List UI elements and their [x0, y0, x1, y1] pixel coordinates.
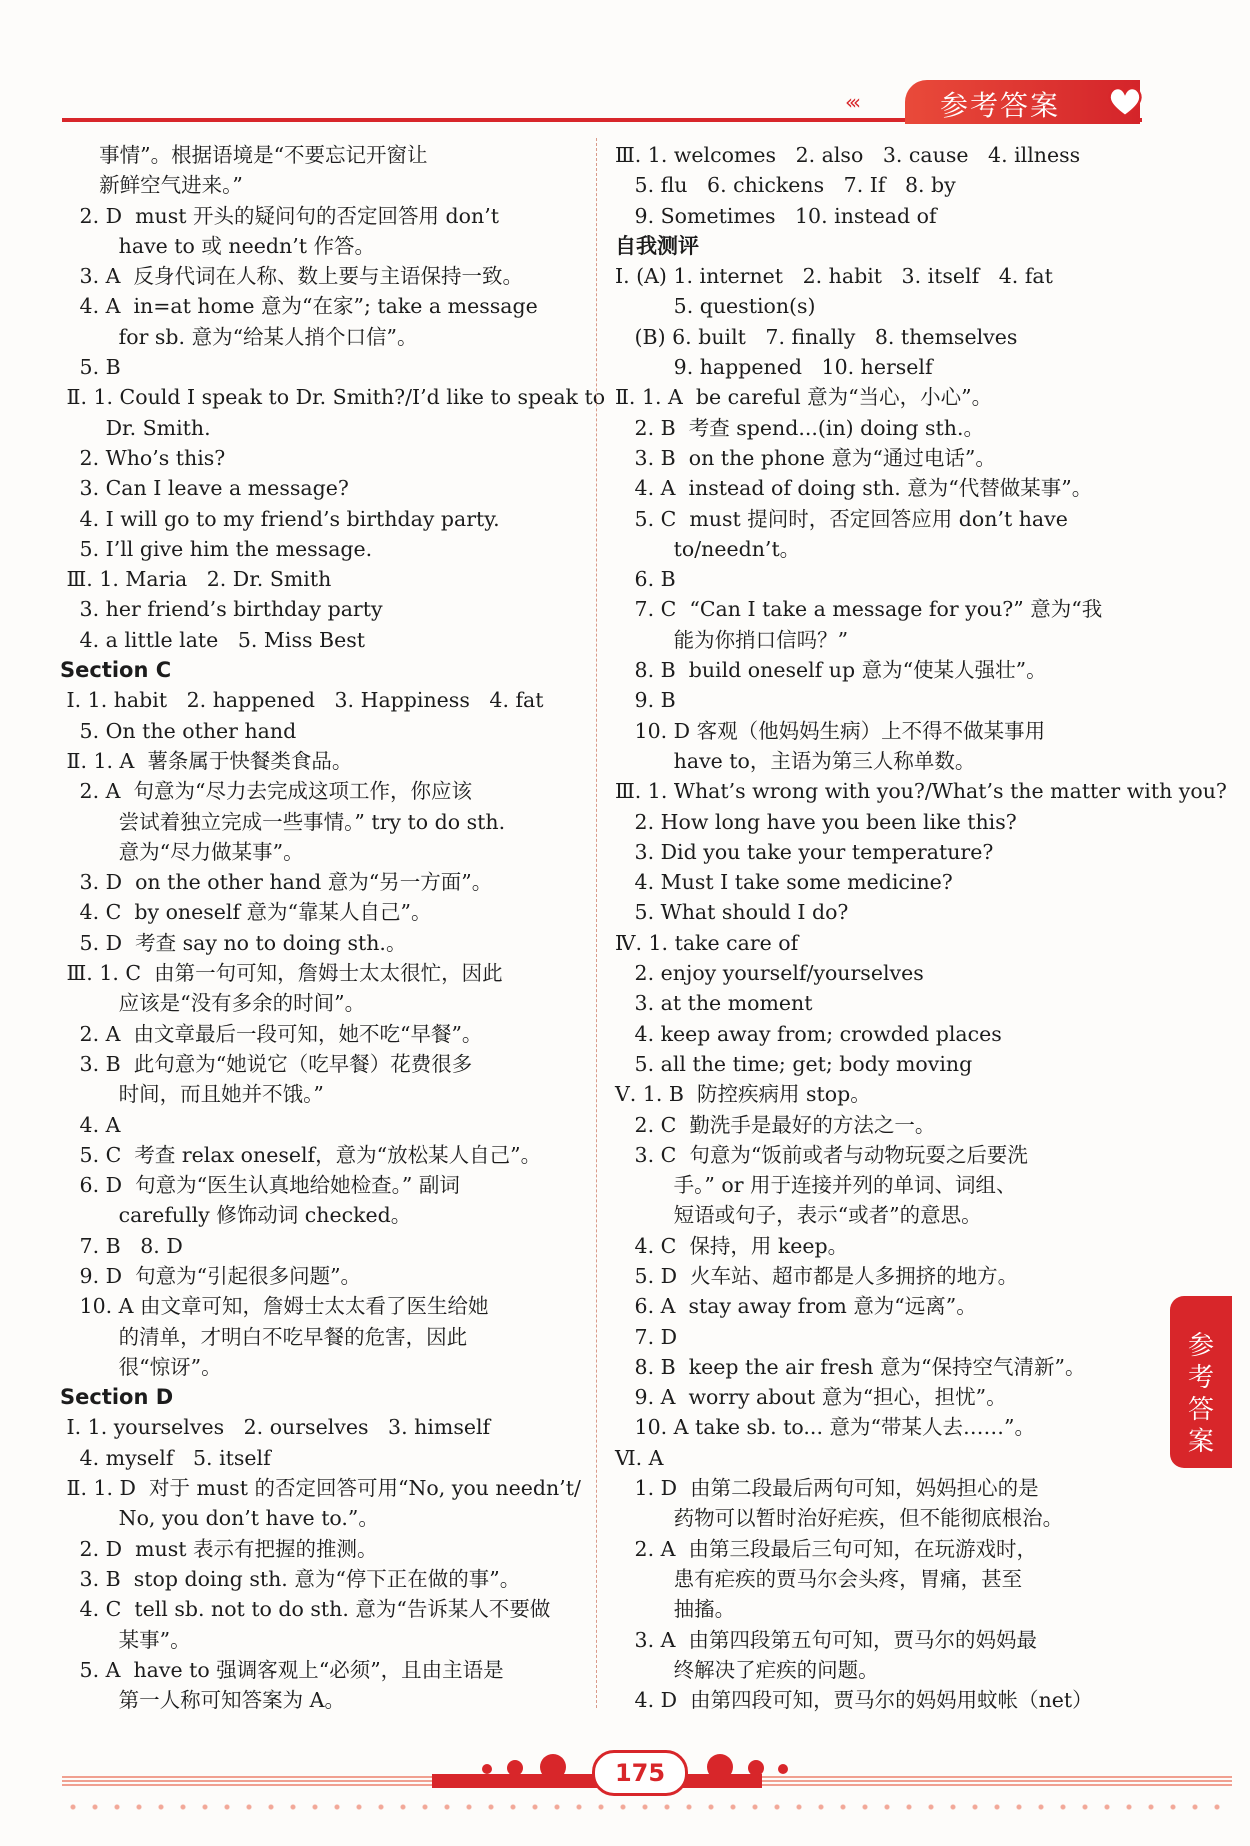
side-tab-label: 参考答案 [1187, 1331, 1214, 1457]
answer-line: 10. A 由文章可知，詹姆士太太看了医生给她 [60, 1294, 489, 1319]
answer-line: 抽搐。 [615, 1597, 736, 1622]
answer-line: No, you don’t have to.”。 [60, 1506, 379, 1531]
answer-line: 第一人称可知答案为 A。 [60, 1688, 345, 1713]
answer-line: 3. D on the other hand 意为“另一方面”。 [60, 870, 493, 895]
answer-line: 9. B [615, 688, 676, 713]
answer-line: 10. D 客观（他妈妈生病）上不得不做某事用 [615, 718, 1046, 743]
answer-line: 5. On the other hand [60, 718, 297, 743]
answer-line: 4. a little late 5. Miss Best [60, 627, 365, 652]
answer-line: 2. enjoy yourself/yourselves [615, 961, 924, 986]
answer-line: 7. D [615, 1324, 678, 1349]
answer-line: have to 或 needn’t 作答。 [60, 233, 375, 258]
answer-line: 2. A 句意为“尽力去完成这项工作，你应该 [60, 779, 472, 804]
answer-line: Ⅳ. 1. take care of [615, 930, 799, 955]
answer-line: 5. D 考查 say no to doing sth.。 [60, 930, 407, 955]
footer-dot [778, 1764, 788, 1774]
answer-line: 9. Sometimes 10. instead of [615, 203, 937, 228]
answer-line: 5. flu 6. chickens 7. If 8. by [615, 173, 956, 198]
answer-line: 6. B [615, 567, 676, 592]
answer-line: Ⅰ. 1. yourselves 2. ourselves 3. himself [60, 1415, 491, 1440]
answer-line: 5. What should I do? [615, 900, 849, 925]
answer-line: 4. A in=at home 意为“在家”; take a message [60, 294, 538, 319]
answer-line: 3. at the moment [615, 991, 813, 1016]
answer-line: Ⅰ. 1. habit 2. happened 3. Happiness 4. fat [60, 688, 544, 713]
answer-line: 3. A 由第四段第五句可知，贾马尔的妈妈最 [615, 1627, 1037, 1652]
answer-line: 2. C 勤洗手是最好的方法之一。 [615, 1112, 936, 1137]
answer-line: 终解决了疟疾的问题。 [615, 1657, 879, 1682]
answer-line: 3. her friend’s birthday party [60, 597, 383, 622]
section-heading: 自我测评 [615, 233, 699, 258]
answer-line: carefully 修饰动词 checked。 [60, 1203, 412, 1228]
answer-line: to/needn’t。 [615, 536, 801, 561]
answer-line: 4. I will go to my friend’s birthday party. [60, 506, 500, 531]
heart-icon [1105, 82, 1145, 122]
answer-line: 4. D 由第四段可知，贾马尔的妈妈用蚊帐（net） [615, 1688, 1093, 1713]
footer-dot [748, 1760, 764, 1776]
answer-line: 5. C must 提问时，否定回答应用 don’t have [615, 506, 1068, 531]
section-heading: Section C [60, 658, 172, 683]
footer-stripe-right [762, 1774, 1232, 1786]
answer-line: 3. Did you take your temperature? [615, 839, 994, 864]
answer-line: 3. B stop doing sth. 意为“停下正在做的事”。 [60, 1566, 521, 1591]
answer-line: 应该是“没有多余的时间”。 [60, 991, 366, 1016]
answer-line: 3. B 此句意为“她说它（吃早餐）花费很多 [60, 1051, 473, 1076]
column-divider [596, 138, 597, 1708]
footer-stripe-left [62, 1774, 432, 1786]
answer-line: 能为你捎口信吗？” [615, 627, 849, 652]
section-heading: Section D [60, 1385, 174, 1410]
answer-line: 短语或句子，表示“或者”的意思。 [615, 1203, 982, 1228]
answer-line: Ⅲ. 1. C 由第一句可知，詹姆士太太很忙，因此 [60, 961, 503, 986]
answer-line: 4. A instead of doing sth. 意为“代替做某事”。 [615, 476, 1093, 501]
answer-line: 5. B [60, 355, 121, 380]
answer-line: have to，主语为第三人称单数。 [615, 748, 976, 773]
answer-line: 4. C by oneself 意为“靠某人自己”。 [60, 900, 432, 925]
footer-dot [707, 1754, 733, 1780]
left-column [60, 140, 606, 1715]
answer-line: 2. B 考查 spend...(in) doing sth.。 [615, 415, 984, 440]
answer-line: 时间，而且她并不饿。” [60, 1082, 324, 1107]
answer-line: 4. C tell sb. not to do sth. 意为“告诉某人不要做 [60, 1597, 551, 1622]
answer-line: 7. C “Can I take a message for you?” 意为“我 [615, 597, 1103, 622]
footer-dots-row [62, 1802, 1232, 1812]
page-number: 175 [592, 1750, 688, 1796]
answer-line: Dr. Smith. [60, 415, 211, 440]
answer-line: Ⅲ. 1. Maria 2. Dr. Smith [60, 567, 332, 592]
answer-line: 事情”。根据语境是“不要忘记开窗让 [60, 143, 428, 167]
answer-line: Ⅰ. (A) 1. internet 2. habit 3. itself 4. fat [615, 264, 1053, 289]
answer-line: 患有疟疾的贾马尔会头疼，胃痛，甚至 [615, 1566, 1023, 1591]
header-arrows-icon: ‹‹‹ [845, 90, 857, 114]
answer-line: 8. B keep the air fresh 意为“保持空气清新”。 [615, 1354, 1086, 1379]
answer-line: 6. D 句意为“医生认真地给她检查。” 副词 [60, 1173, 460, 1198]
answer-line: 5. A have to 强调客观上“必须”，且由主语是 [60, 1657, 504, 1682]
footer-dot [507, 1760, 523, 1776]
answer-line: 2. D must 表示有把握的推测。 [60, 1536, 378, 1561]
answer-line: 手。” or 用于连接并列的单词、词组、 [615, 1173, 1017, 1198]
answer-line: 9. happened 10. herself [615, 355, 933, 380]
answer-line: 4. Must I take some medicine? [615, 870, 953, 895]
answer-line: 2. How long have you been like this? [615, 809, 1017, 834]
answer-line: 药物可以暂时治好疟疾，但不能彻底根治。 [615, 1506, 1064, 1531]
answer-line: 9. A worry about 意为“担心，担忧”。 [615, 1385, 1007, 1410]
answer-line: 5. I’ll give him the message. [60, 536, 373, 561]
answer-line: 5. all the time; get; body moving [615, 1051, 973, 1076]
answer-line: 3. B on the phone 意为“通过电话”。 [615, 445, 996, 470]
answer-line: 某事”。 [60, 1627, 191, 1652]
answer-line: Ⅲ. 1. What’s wrong with you?/What’s the matter with you? [615, 779, 1227, 804]
answer-line: 2. A 由文章最后一段可知，她不吃“早餐”。 [60, 1021, 483, 1046]
answer-line: 3. C 句意为“饭前或者与动物玩耍之后要洗 [615, 1142, 1028, 1167]
answer-line: 5. C 考查 relax oneself，意为“放松某人自己”。 [60, 1142, 542, 1167]
answer-line: 4. keep away from; crowded places [615, 1021, 1002, 1046]
answer-line: 1. D 由第二段最后两句可知，妈妈担心的是 [615, 1476, 1039, 1501]
answer-line: for sb. 意为“给某人捎个口信”。 [60, 324, 418, 349]
answer-line: 6. A stay away from 意为“远离”。 [615, 1294, 977, 1319]
answer-line: 5. question(s) [615, 294, 816, 319]
answer-line: Ⅴ. 1. B 防控疾病用 stop。 [615, 1082, 871, 1107]
footer-dot [482, 1764, 492, 1774]
answer-line: 2. Who’s this? [60, 445, 226, 470]
answer-line: Ⅵ. A [615, 1445, 664, 1470]
answer-line: 2. A 由第三段最后三句可知，在玩游戏时， [615, 1536, 1037, 1561]
answer-line: Ⅲ. 1. welcomes 2. also 3. cause 4. illness [615, 143, 1081, 167]
answer-line: (B) 6. built 7. finally 8. themselves [615, 324, 1018, 349]
answer-line: 新鲜空气进来。” [60, 173, 243, 198]
answer-line: 意为“尽力做某事”。 [60, 839, 304, 864]
answer-line: 4. A [60, 1112, 121, 1137]
answer-line: 9. D 句意为“引起很多问题”。 [60, 1263, 362, 1288]
answer-line: 5. D 火车站、超市都是人多拥挤的地方。 [615, 1263, 1019, 1288]
answer-line: 3. A 反身代词在人称、数上要与主语保持一致。 [60, 264, 523, 289]
answer-line: 4. C 保持，用 keep。 [615, 1233, 849, 1258]
answer-line: 7. B 8. D [60, 1233, 183, 1258]
answer-line: 10. A take sb. to... 意为“带某人去……”。 [615, 1415, 1035, 1440]
footer-dot [540, 1754, 566, 1780]
answer-line: 的清单，才明白不吃早餐的危害，因此 [60, 1324, 468, 1349]
page-title: 参考答案 [940, 89, 1061, 122]
answer-line: 3. Can I leave a message? [60, 476, 349, 501]
answer-line: 2. D must 开头的疑问句的否定回答用 don’t [60, 203, 499, 228]
answer-line: Ⅱ. 1. Could I speak to Dr. Smith?/I’d like to speak to [60, 385, 606, 410]
footer [62, 1734, 1242, 1824]
answer-line: 尝试着独立完成一些事情。” try to do sth. [60, 809, 506, 834]
answer-line: Ⅱ. 1. A be careful 意为“当心，小心”。 [615, 385, 993, 410]
answer-line: 8. B build oneself up 意为“使某人强壮”。 [615, 658, 1047, 683]
answer-line: 4. myself 5. itself [60, 1445, 271, 1470]
answer-line: Ⅱ. 1. D 对于 must 的否定回答可用“No, you needn’t/ [60, 1476, 581, 1501]
answer-line: Ⅱ. 1. A 薯条属于快餐类食品。 [60, 748, 353, 773]
answer-line: 很“惊讶”。 [60, 1354, 222, 1379]
